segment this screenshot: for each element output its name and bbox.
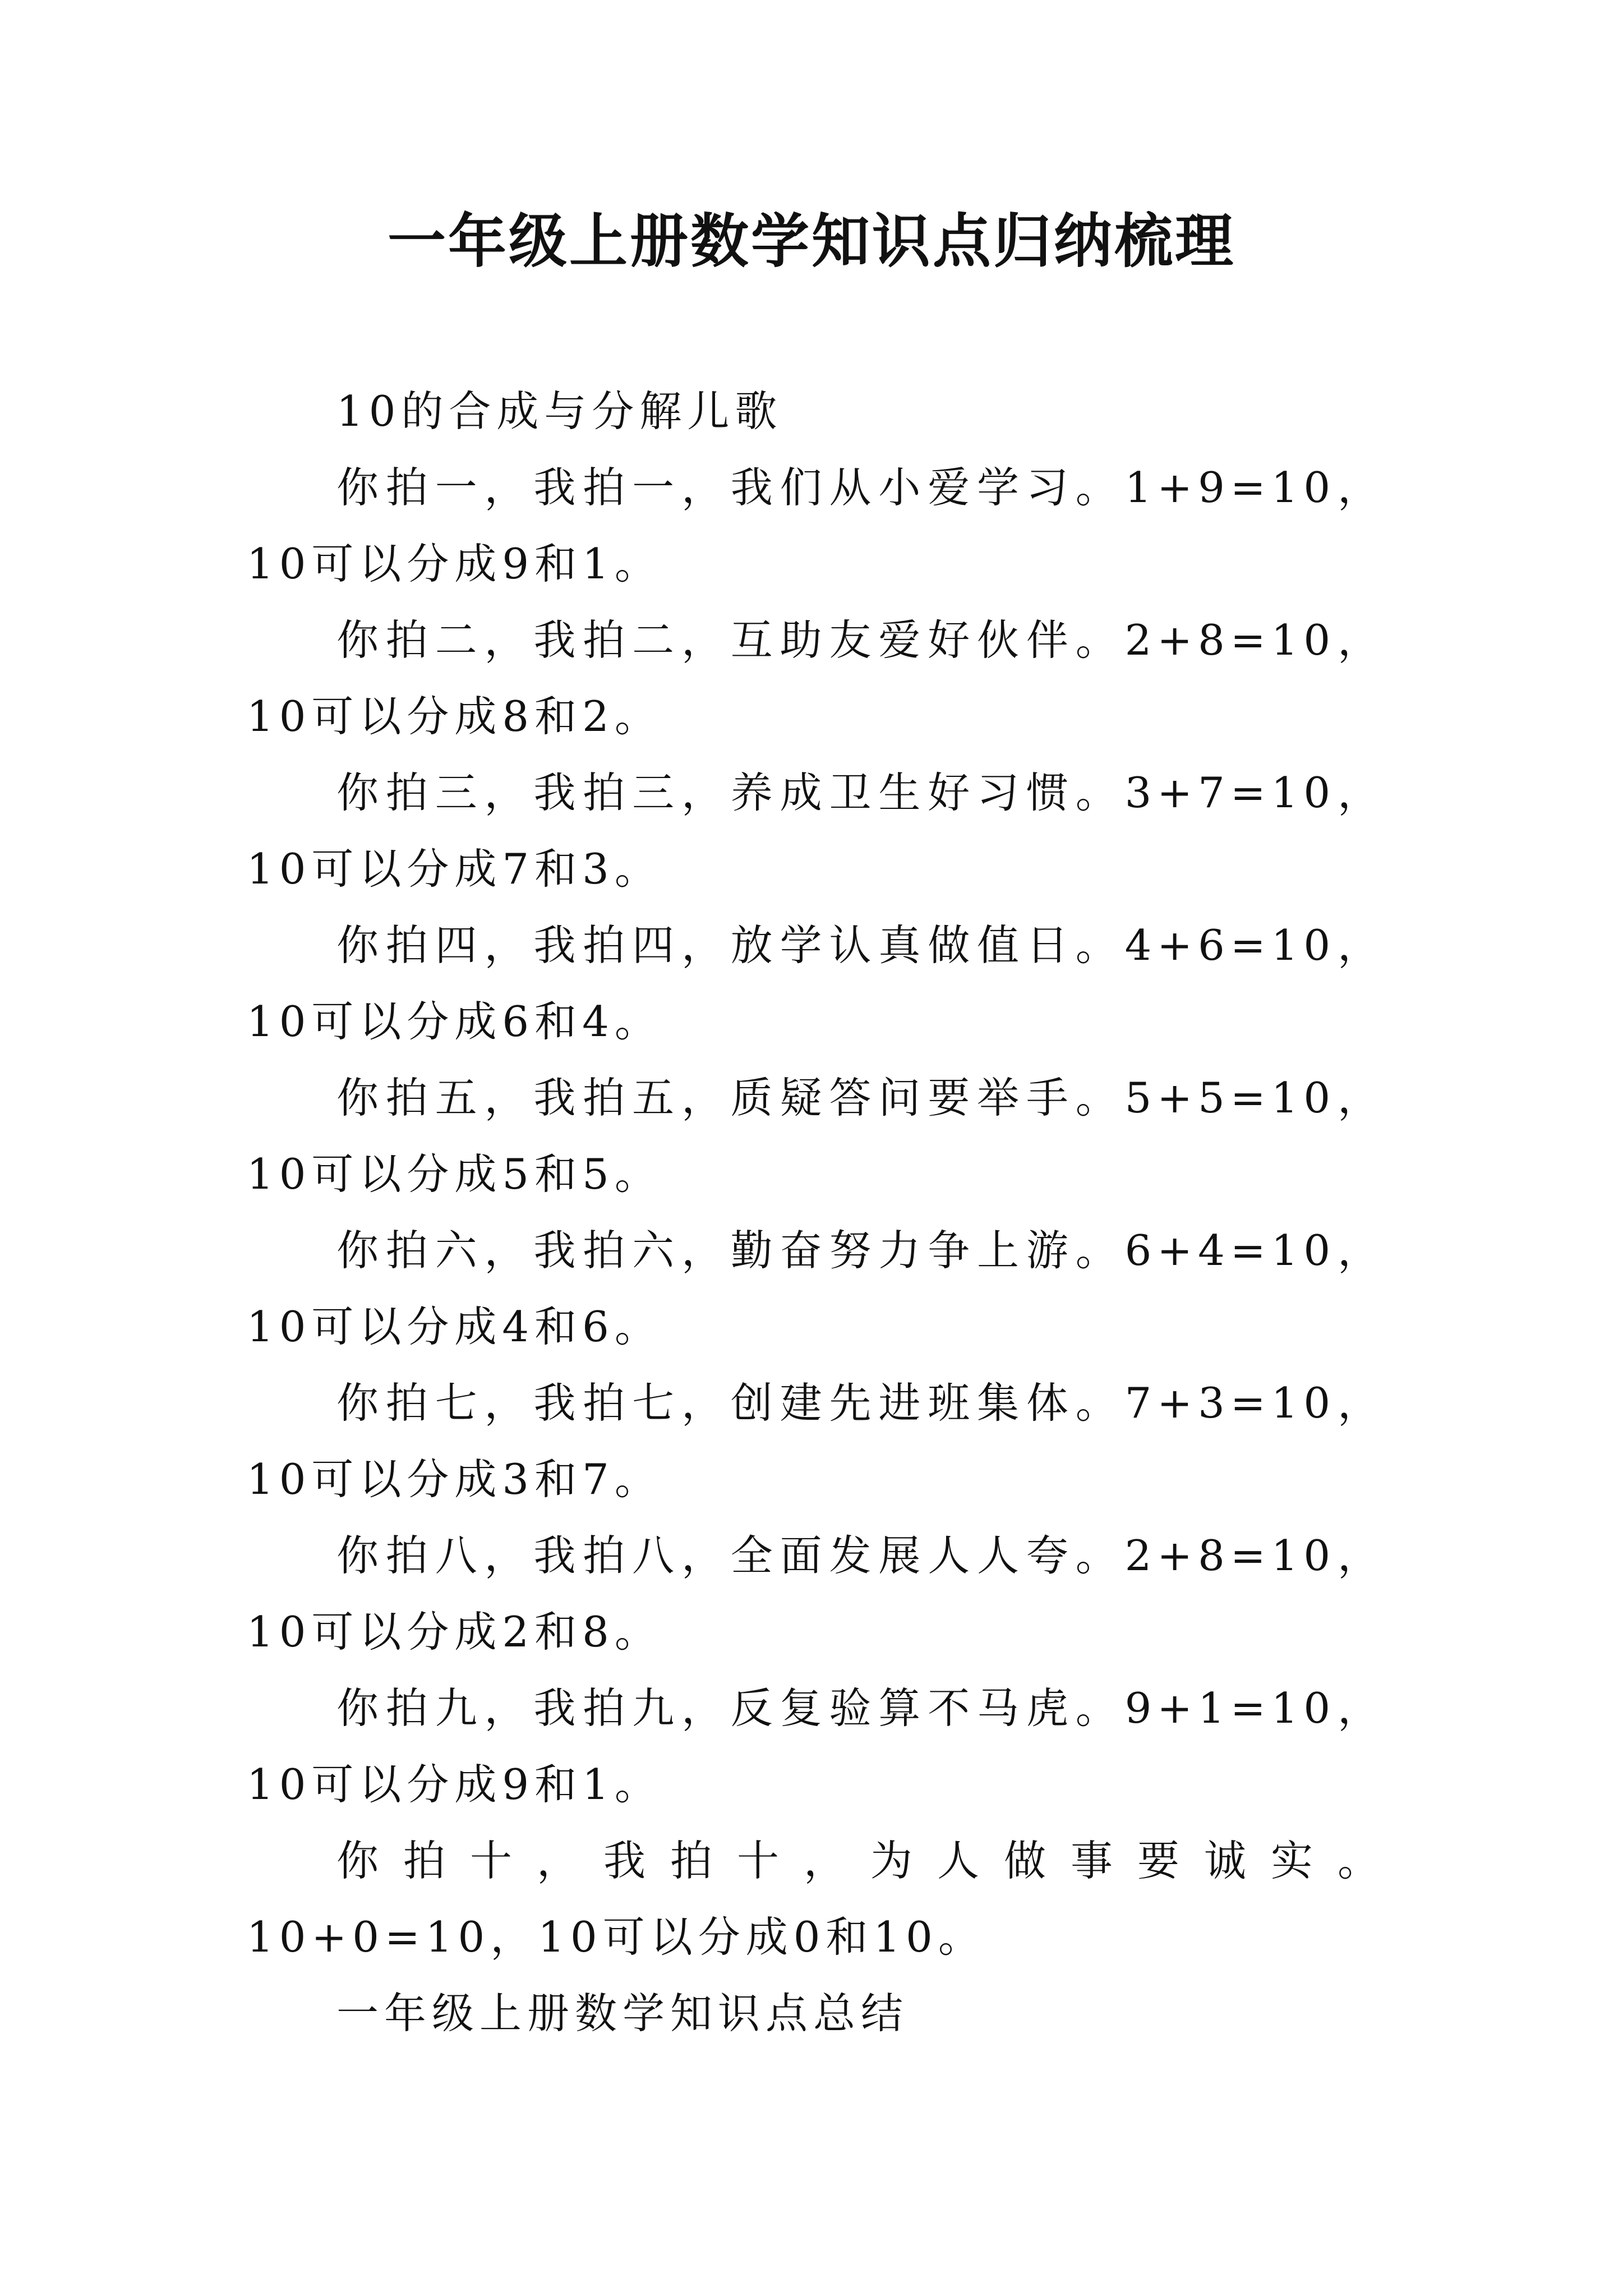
verse-paragraph: 你拍一，我拍一，我们从小爱学习。1+9=10，10可以分成9和1。 — [247, 463, 1385, 588]
section-heading: 10的合成与分解儿歌 — [336, 386, 783, 436]
verse-paragraph: 你拍四，我拍四，放学认真做值日。4+6=10，10可以分成6和4。 — [247, 921, 1385, 1046]
verse-paragraph: 你拍七，我拍七，创建先进班集体。7+3=10，10可以分成3和7。 — [247, 1378, 1385, 1504]
verse-paragraph: 你拍九，我拍九，反复验算不马虎。9+1=10，10可以分成9和1。 — [247, 1683, 1385, 1809]
section-heading: 一年级上册数学知识点总结 — [336, 1989, 909, 2038]
verse-paragraph: 你拍八，我拍八，全面发展人人夸。2+8=10，10可以分成2和8。 — [247, 1531, 1385, 1657]
document-title: 一年级上册数学知识点归纳梳理 — [387, 206, 1235, 275]
verse-paragraph: 你拍三，我拍三，养成卫生好习惯。3+7=10，10可以分成7和3。 — [247, 768, 1385, 894]
verse-paragraph: 你拍十，我拍十，为人做事要诚实。10+0=10，10可以分成0和10。 — [247, 1836, 1385, 1962]
verse-paragraph: 你拍六，我拍六，勤奋努力争上游。6+4=10，10可以分成4和6。 — [247, 1226, 1385, 1351]
verse-paragraph: 你拍二，我拍二，互助友爱好伙伴。2+8=10，10可以分成8和2。 — [247, 615, 1385, 741]
document-body — [247, 373, 1385, 2051]
verse-paragraph: 你拍五，我拍五，质疑答问要举手。5+5=10，10可以分成5和5。 — [247, 1073, 1385, 1199]
